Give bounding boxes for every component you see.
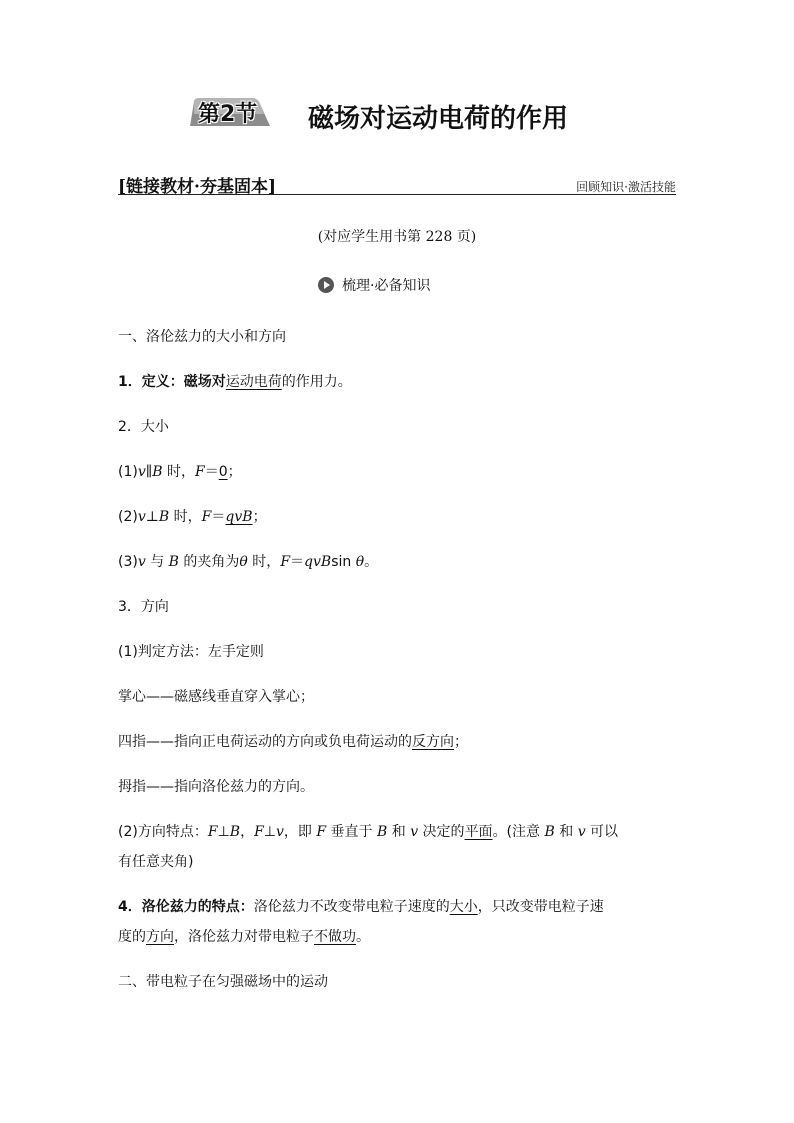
definition-line: 1．定义：磁场对运动电荷的作用力。	[118, 374, 352, 390]
heading-uniform-field: 二、带电粒子在匀强磁场中的运动	[118, 974, 328, 990]
banner-divider	[118, 194, 676, 195]
direction-feature-line-1: (2)方向特点：F⊥B，F⊥v，即 F 垂直于 B 和 v 决定的平面。(注意 B 和 v 可以	[118, 824, 619, 840]
feature-line-1: 4．洛伦兹力的特点：洛伦兹力不改变带电粒子速度的大小，只改变带电粒子速	[118, 899, 604, 915]
size-line-2: (2)v⊥B 时，F＝qvB；	[118, 509, 267, 525]
size-line-3: (3)v 与 B 的夹角为θ 时，F＝qvBsin θ。	[118, 554, 379, 570]
heading-lorentz-force: 一、洛伦兹力的大小和方向	[118, 329, 286, 345]
feature-line-2: 度的方向，洛伦兹力对带电粒子不做功。	[118, 929, 370, 945]
section-badge	[190, 96, 270, 126]
thumb-rule: 拇指——指向洛伦兹力的方向。	[118, 779, 314, 795]
banner-left-label: [链接教材·夯基固本]	[118, 177, 277, 197]
fingers-rule: 四指——指向正电荷运动的方向或负电荷运动的反方向；	[118, 734, 468, 750]
direction-feature-line-2: 有任意夹角)	[118, 854, 194, 870]
subheading	[318, 275, 430, 295]
page-title: 磁场对运动电荷的作用	[308, 104, 569, 134]
palm-rule: 掌心——磁感线垂直穿入掌心；	[118, 689, 314, 705]
section-label: 第2节	[198, 102, 258, 127]
subheading-text: 梳理·必备知识	[342, 278, 431, 294]
page-reference: (对应学生用书第 228 页)	[317, 229, 477, 245]
size-heading: 2．大小	[118, 419, 169, 435]
direction-heading: 3．方向	[118, 599, 169, 615]
direction-method: (1)判定方法：左手定则	[118, 644, 264, 660]
play-icon	[318, 277, 334, 293]
size-line-1: (1)v∥B 时，F＝0；	[118, 464, 242, 480]
banner-right-label: 回顾知识·激活技能	[576, 180, 676, 194]
